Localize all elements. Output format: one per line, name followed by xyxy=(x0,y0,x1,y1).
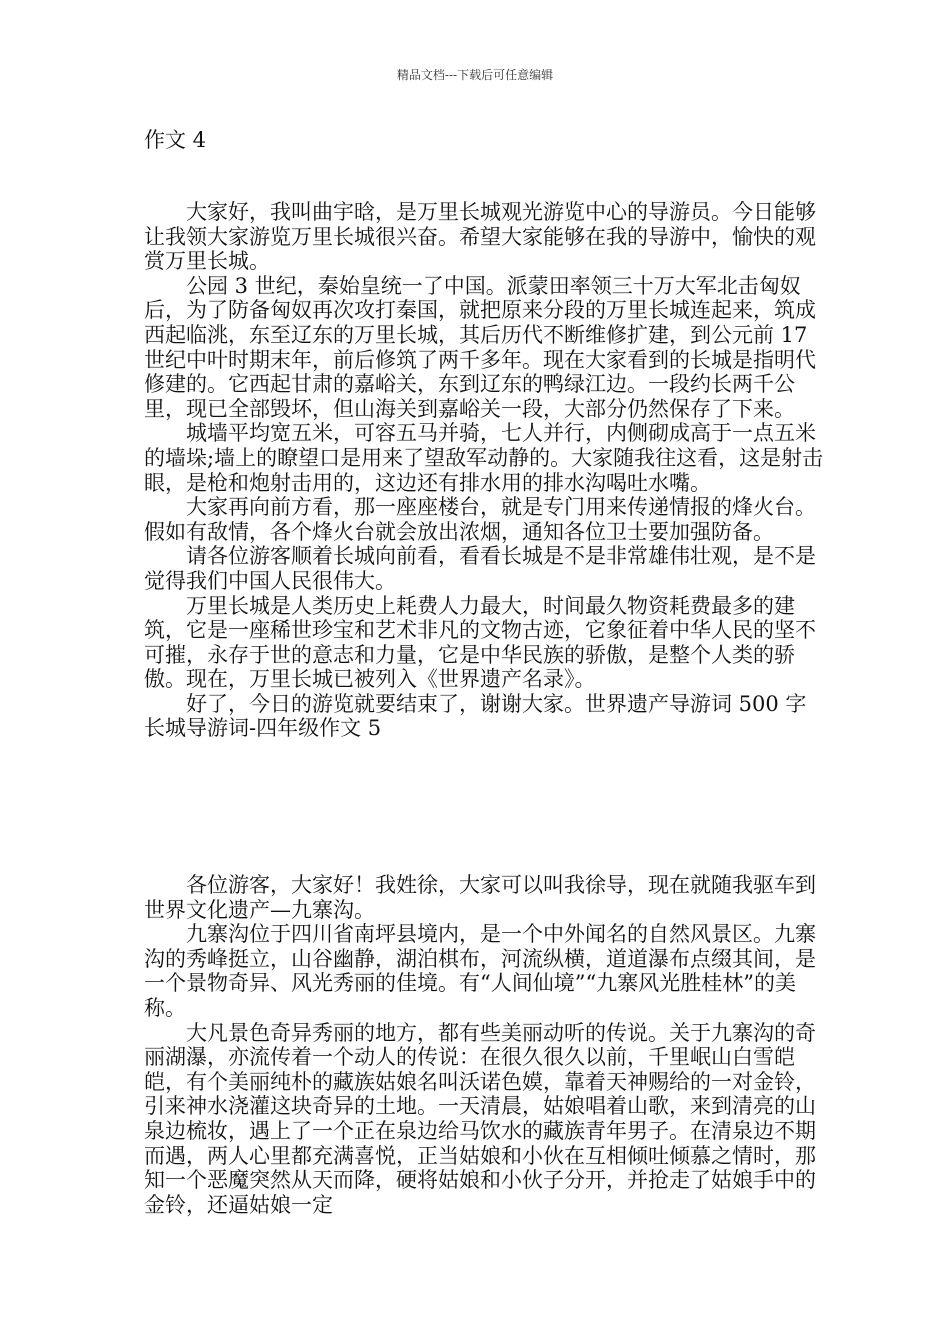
paragraph: 大家好，我叫曲宇晗，是万里长城观光游览中心的导游员。今日能够让我领大家游览万里长城很兴奋。希望大家能够在我的导游中，愉快的观赏万里长城。 xyxy=(144,200,816,274)
paragraph: 大凡景色奇异秀丽的地方，都有些美丽动听的传说。关于九寨沟的奇丽湖瀑，亦流传着一个动人的传说：在很久很久以前，千里岷山白雪皑皑，有个美丽纯朴的藏族姑娘名叫沃诺色嫫，靠着天神赐给的一对金铃，引来神水浇灌这块奇异的土地。一天清晨，姑娘唱着山歌，来到清亮的山泉边梳妆，遇上了一个正在泉边给马饮水的藏族青年男子。在清泉边不期而遇，两人心里都充满喜悦，正当姑娘和小伙在互相倾吐倾慕之情时，那知一个恶魔突然从天而降，硬将姑娘和小伙子分开，并抢走了姑娘手中的金铃，还逼姑娘一定 xyxy=(144,1020,816,1217)
section-jiuzhaigou xyxy=(144,873,824,1217)
paragraph: 城墙平均宽五米，可容五马并骑，七人并行，内侧砌成高于一点五米的墙垛;墙上的瞭望口是用来了望敌军动静的。大家随我往这看，这是射击眼，是枪和炮射击用的，这边还有排水用的排水沟喝吐水嘴。 xyxy=(144,421,824,495)
paragraph: 大家再向前方看，那一座座楼台，就是专门用来传递情报的烽火台。假如有敌情，各个烽火台就会放出浓烟，通知各位卫士要加强防备。 xyxy=(144,495,816,544)
paragraph: 公园 3 世纪，秦始皇统一了中国。派蒙田率领三十万大军北击匈奴后，为了防备匈奴再次攻打秦国，就把原来分段的万里长城连起来，筑成西起临洮，东至辽东的万里长城，其后历代不断维修扩建，到公元前 17 世纪中叶时期末年，前后修筑了两千多年。现在大家看到的长城是指明代修建的。它西起甘肃的嘉峪关，东到辽东的鸭绿江边。一段约长两千公里，现已全部毁坏，但山海关到嘉峪关一段，大部分仍然保存了下来。 xyxy=(144,273,816,421)
page-header: 精品文档---下载后可任意编辑 xyxy=(396,68,554,82)
paragraph: 万里长城是人类历史上耗费人力最大，时间最久物资耗费最多的建筑，它是一座稀世珍宝和艺术非凡的文物古迹，它象征着中华人民的坚不可摧，永存于世的意志和力量，它是中华民族的骄傲，是整个人类的骄傲。现在，万里长城已被列入《世界遗产名录》。 xyxy=(144,593,816,692)
paragraph: 九寨沟位于四川省南坪县境内，是一个中外闻名的自然风景区。九寨沟的秀峰挺立，山谷幽静，湖泊棋布，河流纵横，道道瀑布点缀其间，是一个景物奇异、风光秀丽的佳境。有“人间仙境”“九寨风光胜桂林”的美称。 xyxy=(144,922,816,1020)
essay-title: 作文 4 xyxy=(144,128,207,152)
paragraph: 各位游客，大家好！我姓徐，大家可以叫我徐导，现在就随我驱车到世界文化遗产—九寨沟。 xyxy=(144,873,816,922)
section-great-wall xyxy=(144,200,824,741)
paragraph: 请各位游客顺着长城向前看，看看长城是不是非常雄伟壮观，是不是觉得我们中国人民很伟大。 xyxy=(144,544,816,593)
paragraph: 好了，今日的游览就要结束了，谢谢大家。世界遗产导游词 500 字 长城导游词-四年级作文 5 xyxy=(144,691,807,741)
